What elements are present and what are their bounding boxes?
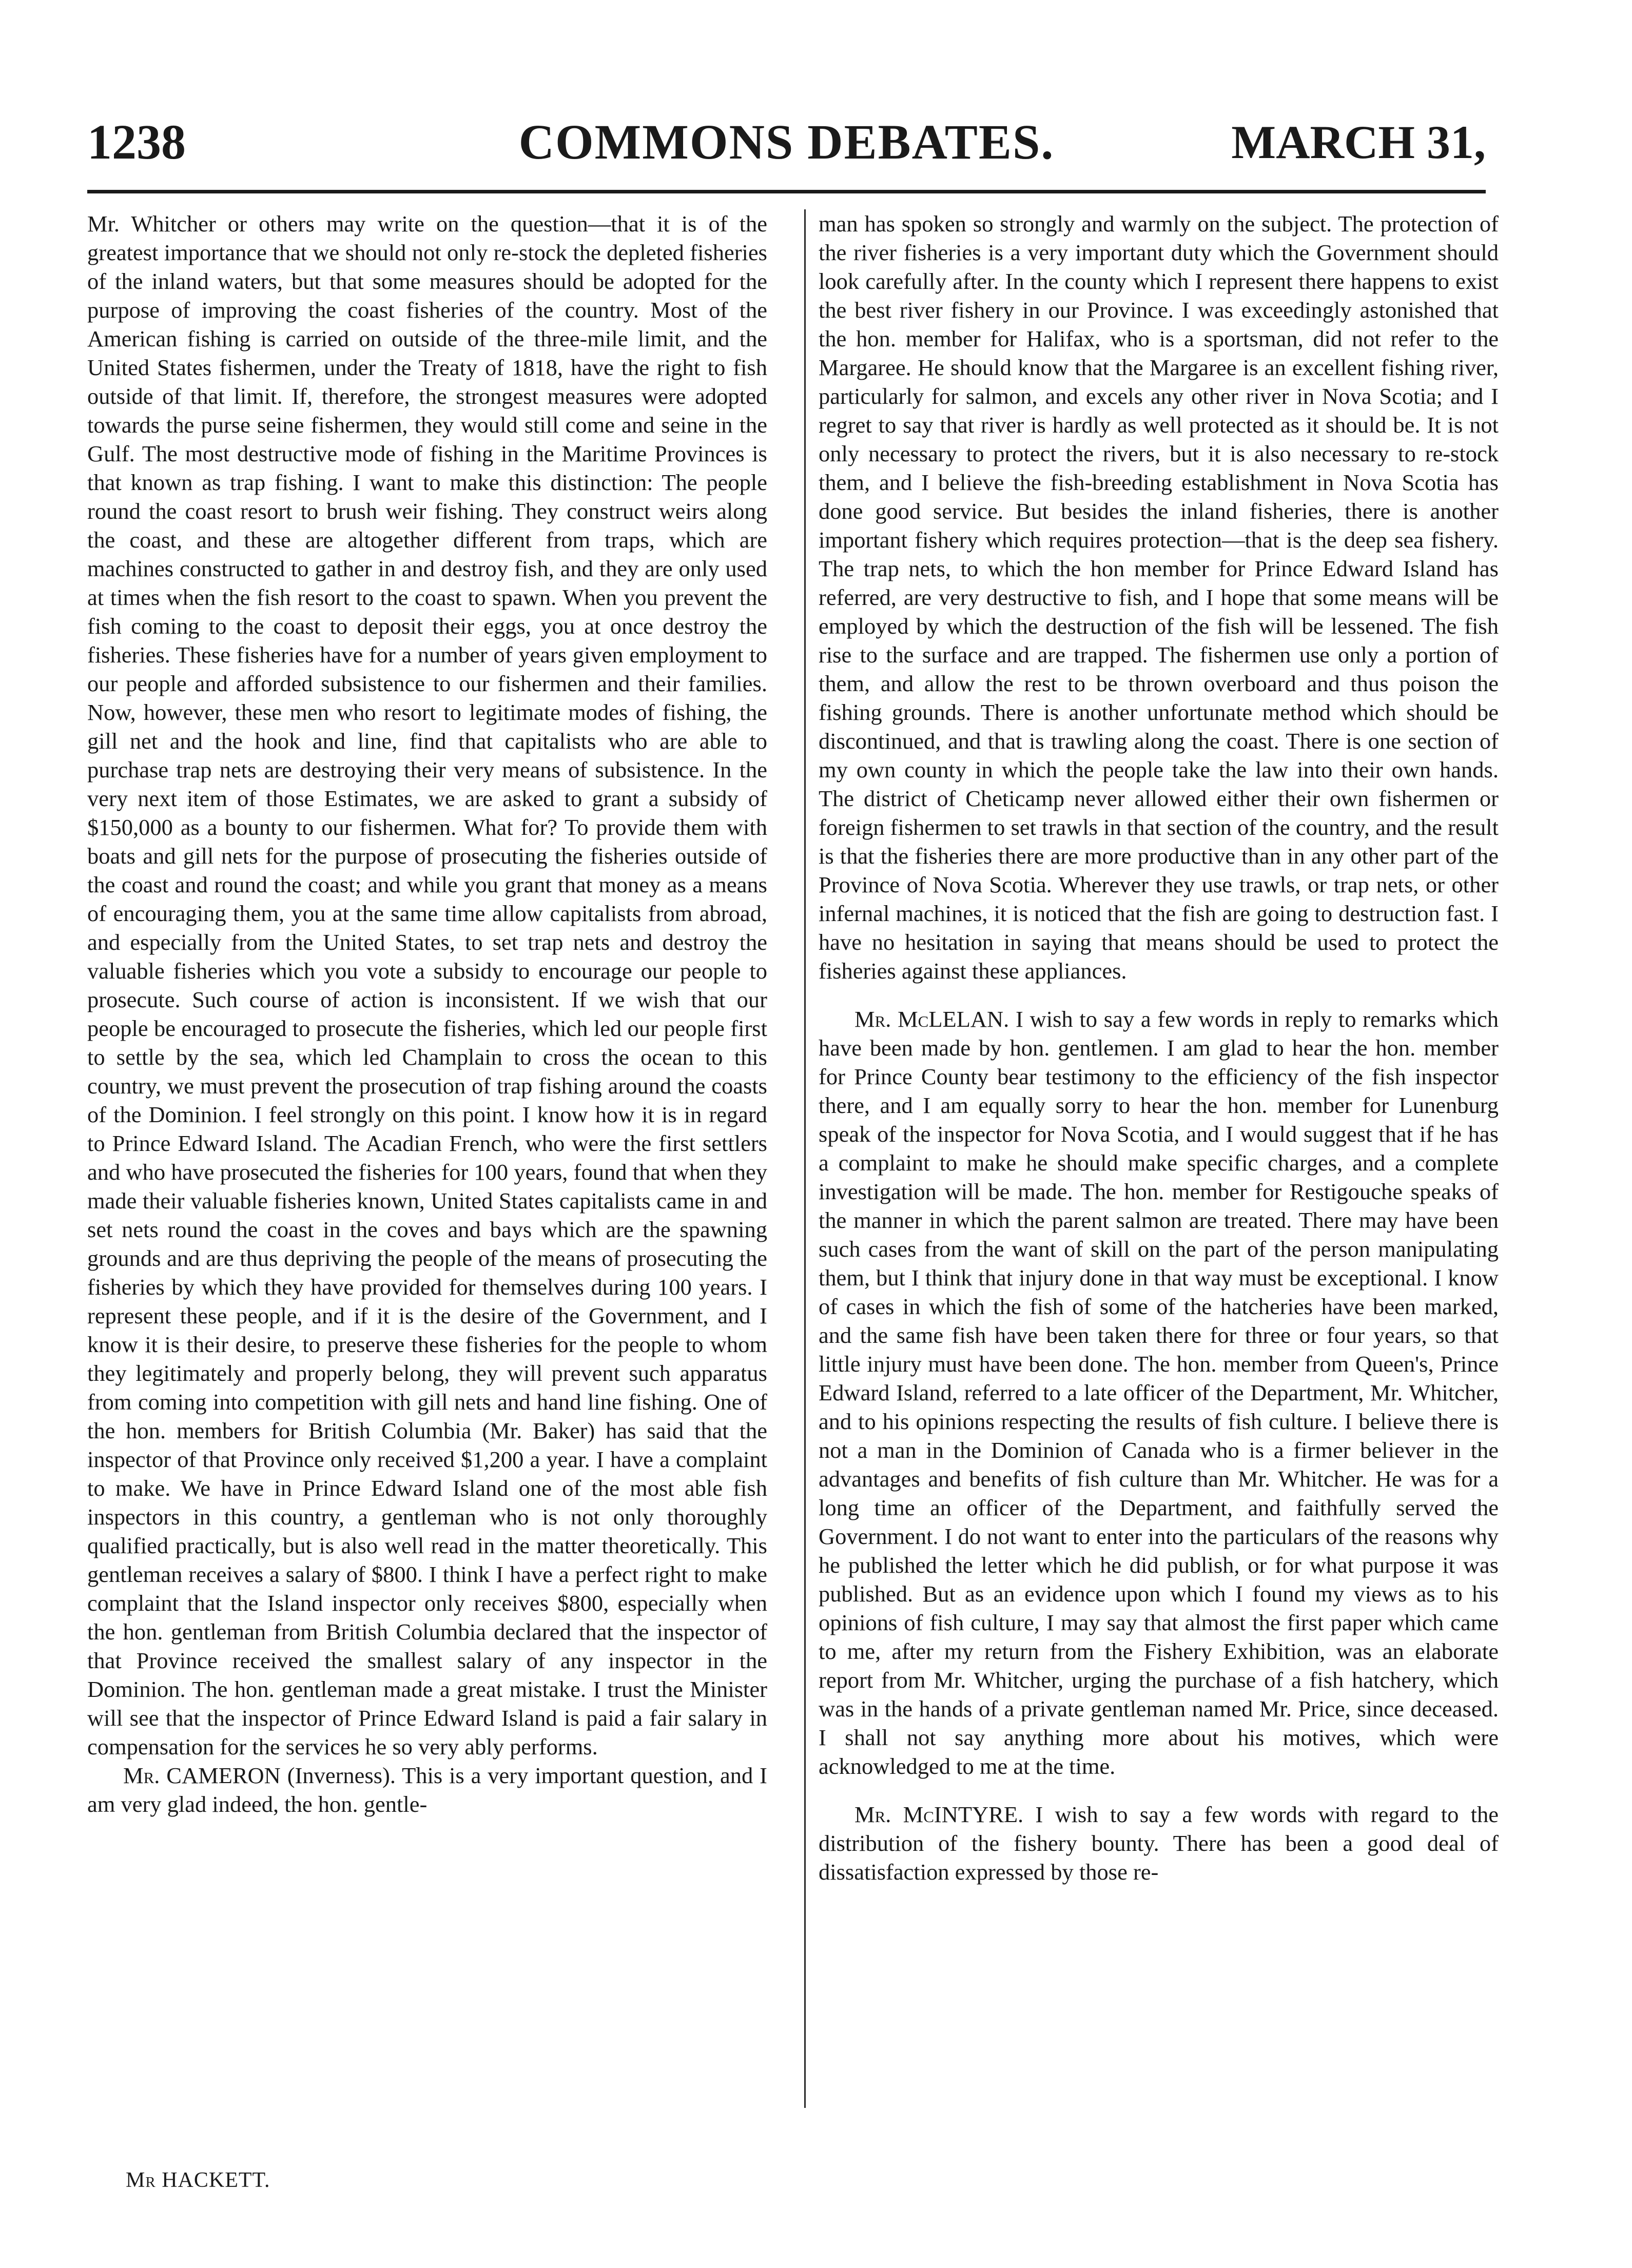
speech-text-mclelan: I wish to say a few words in reply to remarks which have been made by hon. gentlemen. I am glad to hear the hon. member for Prince County bear testimony to the efficiency of the fish inspector there, and I am equally sorry to hear the hon. member for Lunenburg speak of the inspector for Nova Scotia, and I would suggest that if he has a complaint to make he should make specific charges, and a complete investigation will be made. The hon. member for Restigouche speaks of the manner in which the parent salmon are treated. There may have been such cases from the want of skill on the part of the person manipulating them, but I think that injury done in that way must be exceptional. I know of cases in which the fish of some of the hatcheries have been marked, and the same fish have been taken there for three or four years, so that little injury must have been done. The hon. member from Queen's, Prince Edward Island, referred to a late officer of the Department, Mr. Whitcher, and to his opinions respecting the results of fish culture. I believe there is not a man in the Dominion of Canada who is a firmer believer in the advantages and benefits of fish culture than Mr. Whitcher. He was for a long time an officer of the Department, and faithfully served the Government. I do not want to enter into the particulars of the reasons why he published the letter which he did publish, or for what purpose it was published. But as an evidence upon which I found my views as to his opinions of fish culture, I may say that almost the first paper which came to me, after my return from the Fishery Exhibition, was an elaborate report from Mr. Whitcher, urging the purchase of a fish hatchery, which was in the hands of a private gentleman named Mr. Price, since deceased. I shall not say anything more about his motives, which were acknowledged to me at the time. [819, 1006, 1499, 1779]
speaker-name-mcintyre: Mr. McINTYRE. [854, 1802, 1024, 1827]
right-paragraph-mcintyre [819, 1800, 1499, 1886]
speech-text-cameron: (Inverness). This is a very important question, and I am very glad indeed, the hon. gentle- [87, 1763, 767, 1817]
speaker-name-mclelan: Mr. McLELAN. [854, 1006, 1009, 1032]
right-column [819, 209, 1499, 1886]
speaker-name-cameron: Mr. CAMERON [123, 1763, 281, 1788]
left-paragraph-cameron [87, 1761, 767, 1819]
speech-text-mcintyre: I wish to say a few words with regard to the distribution of the fishery bounty. There has been a good deal of dissatisfaction expressed by those re- [819, 1802, 1499, 1885]
left-column [87, 209, 767, 1819]
journal-title: COMMONS DEBATES. [518, 114, 1055, 169]
page-number: 1238 [87, 114, 186, 169]
issue-date: MARCH 31, [1231, 116, 1486, 168]
column-divider [804, 209, 806, 2108]
right-paragraph-continued: man has spoken so strongly and warmly on the subject. The protection of the river fisheries is a very important duty which the Government should look carefully after. In the county which I represent there happens to exist the best river fishery in our Province. I was exceedingly astonished that the hon. member for Halifax, who is a sportsman, did not refer to the Margaree. He should know that the Margaree is an excellent fishing river, particularly for salmon, and excels any other river in Nova Scotia; and I regret to say that river is hardly as well protected as it should be. It is not only necessary to protect the rivers, but it is also necessary to re-stock them, and I believe the fish-breeding establishment in Nova Scotia has done good service. But besides the inland fisheries, there is another important fishery which requires protection—that is the deep sea fishery. The trap nets, to which the hon member for Prince Edward Island has referred, are very destructive to fish, and I hope that some means will be employed by which the destruction of the fish will be lessened. The fish rise to the surface and are trapped. The fishermen use only a portion of them, and allow the rest to be thrown overboard and thus poison the fishing grounds. There is another unfortunate method which should be discontinued, and that is trawling along the coast. There is one section of my own county in which the people take the law into their own hands. The district of Cheticamp never allowed either their own fishermen or foreign fishermen to set trawls in that section of the country, and the result is that the fisheries there are more productive than in any other part of the Province of Nova Scotia. Wherever they use trawls, or trap nets, or other infernal machines, it is noticed that the fish are going to destruction fast. I have no hesitation in saying that means should be used to protect the fisheries against these appliances. [819, 211, 1499, 984]
right-paragraph-mclelan [819, 1005, 1499, 1781]
left-paragraph-continued: Mr. Whitcher or others may write on the question—that it is of the greatest importance that we should not only re-stock the depleted fisheries of the inland waters, but that some measures should be adopted for the purpose of improving the coast fisheries of the country. Most of the American fishing is carried on outside of the three-mile limit, and the United States fishermen, under the Treaty of 1818, have the right to fish outside of that limit. If, therefore, the strongest measures were adopted towards the purse seine fishermen, they would still come and seine in the Gulf. The most destructive mode of fishing in the Maritime Provinces is that known as trap fishing. I want to make this distinction: The people round the coast resort to brush weir fishing. They construct weirs along the coast, and these are altogether different from traps, which are machines constructed to gather in and destroy fish, and they are only used at times when the fish resort to the coast to spawn. When you prevent the fish coming to the coast to deposit their eggs, you at once destroy the fisheries. These fisheries have for a number of years given employment to our people and afforded subsistence to our fishermen and their families. Now, however, these men who resort to legitimate modes of fishing, the gill net and the hook and line, find that capitalists who are able to purchase trap nets are destroying their very means of subsistence. In the very next item of those Estimates, we are asked to grant a subsidy of $150,000 as a bounty to our fishermen. What for? To provide them with boats and gill nets for the purpose of prosecuting the fisheries outside of the coast and round the coast; and while you grant that money as a means of encouraging them, you at the same time allow capitalists from abroad, and especially from the United States, to set trap nets and destroy the valuable fisheries which you vote a subsidy to encourage our people to prosecute. Such course of action is inconsistent. If we wish that our people be encouraged to prosecute the fisheries, which led our people first to settle by the sea, which led Champlain to cross the ocean to this country, we must prevent the prosecution of trap fishing around the coasts of the Dominion. I feel strongly on this point. I know how it is in regard to Prince Edward Island. The Acadian French, who were the first settlers and who have prosecuted the fisheries for 100 years, found that when they made their valuable fisheries known, United States capitalists came in and set nets round the coast in the coves and bays which are the spawning grounds and are thus depriving the people of the means of prosecuting the fisheries by which they have provided for themselves during 100 years. I represent these people, and if it is the desire of the Government, and I know it is their desire, to preserve these fisheries for the people to whom they legitimately and properly belong, they will prevent such apparatus from coming into competition with gill nets and hand line fishing. One of the hon. members for British Columbia (Mr. Baker) has said that the inspector of that Province only received $1,200 a year. I have a complaint to make. We have in Prince Edward Island one of the most able fish inspectors in this country, a gentleman who is not only thoroughly qualified practically, but is also well read in the matter theoretically. This gentleman receives a salary of $800. I think I have a perfect right to make complaint that the Island inspector only receives $800, especially when the hon. gentleman from British Columbia declared that the inspector of that Province received the smallest salary of any inspector in the Dominion. The hon. gentleman made a great mistake. I trust the Minister will see that the inspector of Prince Edward Island is paid a fair salary in compensation for the services he so very ably performs. [87, 211, 767, 1759]
header-rule [87, 190, 1486, 193]
page-header [87, 114, 1486, 170]
footer-speaker-name: Mr HACKETT. [126, 2168, 270, 2192]
